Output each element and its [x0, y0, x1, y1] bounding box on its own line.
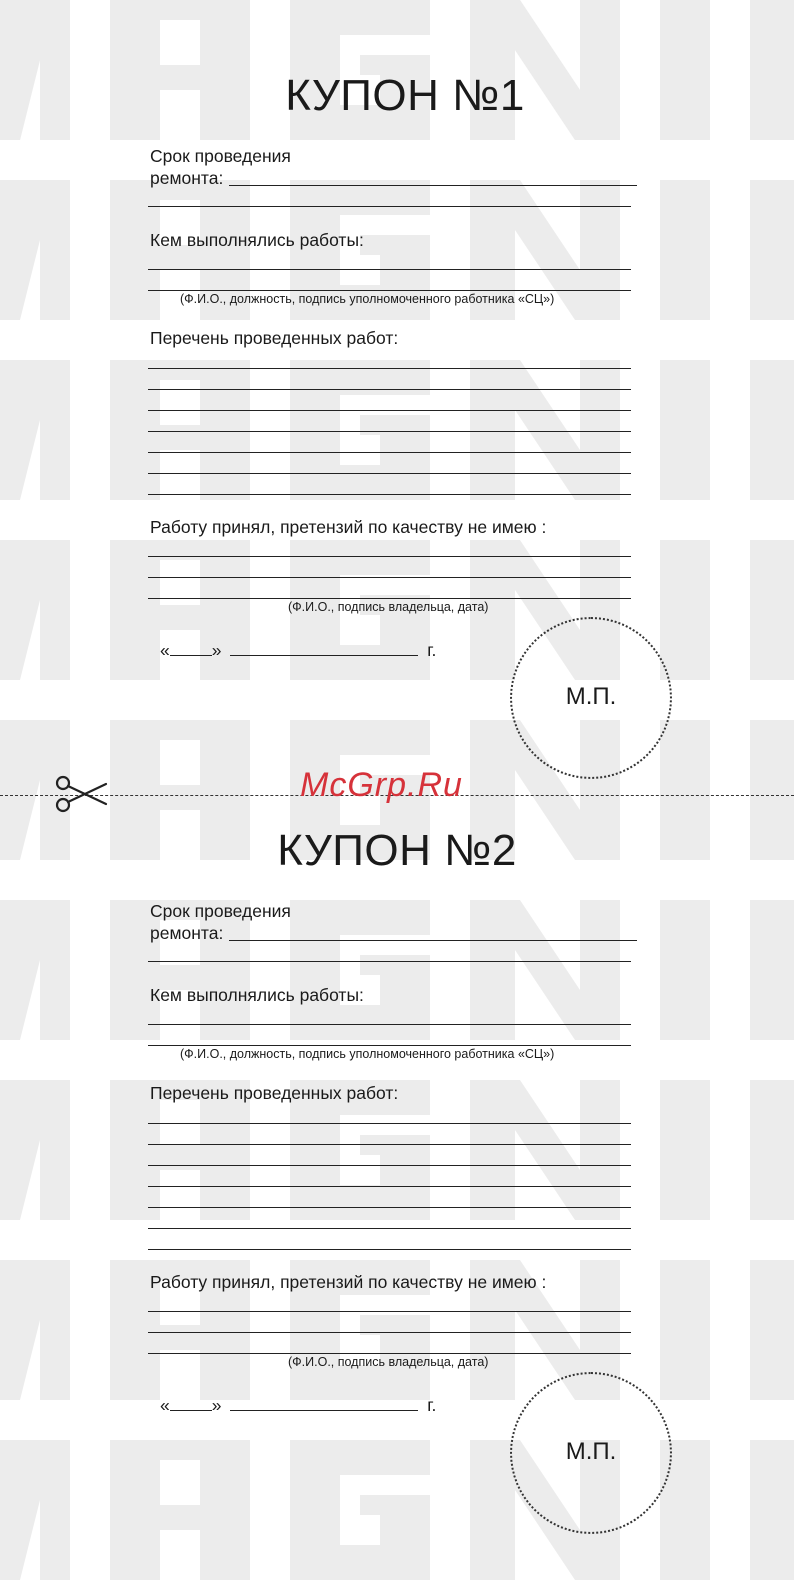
works-field-line[interactable] — [148, 1228, 631, 1229]
owner-caption: (Ф.И.О., подпись владельца, дата) — [288, 600, 489, 614]
date-close-quote: » — [211, 1395, 222, 1415]
coupon-1 — [0, 0, 794, 760]
owner-field-line[interactable] — [148, 1353, 631, 1354]
term-label-line-2: ремонта: — [150, 923, 224, 943]
works-field-line[interactable] — [148, 494, 631, 495]
worker-field-line-2[interactable] — [148, 1045, 631, 1046]
date-close-quote: » — [211, 640, 222, 660]
coupon-title: КУПОН №2 — [277, 826, 517, 875]
worker-caption: (Ф.И.О., должность, подпись уполномоченного работника «СЦ») — [180, 1047, 555, 1061]
works-field-line[interactable] — [148, 1186, 631, 1187]
term-field-line[interactable] — [229, 185, 637, 186]
term-label-line-1: Срок проведения — [150, 146, 291, 166]
term-label-line-1: Срок проведения — [150, 901, 291, 921]
works-field-line[interactable] — [148, 452, 631, 453]
accept-label: Работу принял, претензий по качеству не имею : — [150, 1272, 547, 1292]
works-field-line[interactable] — [148, 1123, 631, 1124]
worker-label: Кем выполнялись работы: — [150, 985, 364, 1005]
worker-field-line-2[interactable] — [148, 290, 631, 291]
worker-field-line[interactable] — [148, 1024, 631, 1025]
stamp-label: М.П. — [565, 1438, 617, 1465]
works-field-line[interactable] — [148, 368, 631, 369]
owner-field-line[interactable] — [148, 1311, 631, 1312]
month-field[interactable] — [230, 1396, 418, 1411]
term-field-line-2[interactable] — [148, 206, 631, 207]
site-watermark: McGrp.Ru — [300, 766, 463, 804]
year-suffix: г. — [427, 1395, 437, 1415]
day-field[interactable] — [170, 1396, 212, 1411]
month-field[interactable] — [230, 641, 418, 656]
owner-field-line[interactable] — [148, 556, 631, 557]
scissors-icon — [54, 774, 108, 814]
owner-caption: (Ф.И.О., подпись владельца, дата) — [288, 1355, 489, 1369]
date-open-quote: « — [160, 1395, 170, 1415]
works-field-line[interactable] — [148, 1144, 631, 1145]
term-field-line-2[interactable] — [148, 961, 631, 962]
worker-label: Кем выполнялись работы: — [150, 230, 364, 250]
owner-field-line[interactable] — [148, 577, 631, 578]
date-row — [160, 640, 436, 661]
works-field-line[interactable] — [148, 1249, 631, 1250]
accept-label: Работу принял, претензий по качеству не имею : — [150, 517, 547, 537]
owner-field-line[interactable] — [148, 598, 631, 599]
stamp-circle — [510, 1372, 672, 1534]
term-field-line[interactable] — [229, 940, 637, 941]
worker-field-line[interactable] — [148, 269, 631, 270]
works-field-line[interactable] — [148, 1165, 631, 1166]
year-suffix: г. — [427, 640, 437, 660]
date-row — [160, 1395, 436, 1416]
worker-caption: (Ф.И.О., должность, подпись уполномоченного работника «СЦ») — [180, 292, 555, 306]
works-field-line[interactable] — [148, 1207, 631, 1208]
works-field-line[interactable] — [148, 389, 631, 390]
coupon-2 — [0, 755, 794, 1515]
works-label: Перечень проведенных работ: — [150, 1083, 399, 1103]
day-field[interactable] — [170, 641, 212, 656]
owner-field-line[interactable] — [148, 1332, 631, 1333]
works-field-line[interactable] — [148, 473, 631, 474]
term-label-line-2: ремонта: — [150, 168, 224, 188]
works-field-line[interactable] — [148, 410, 631, 411]
coupon-title: КУПОН №1 — [285, 71, 525, 120]
stamp-label: М.П. — [565, 683, 617, 710]
works-label: Перечень проведенных работ: — [150, 328, 399, 348]
date-open-quote: « — [160, 640, 170, 660]
works-field-line[interactable] — [148, 431, 631, 432]
